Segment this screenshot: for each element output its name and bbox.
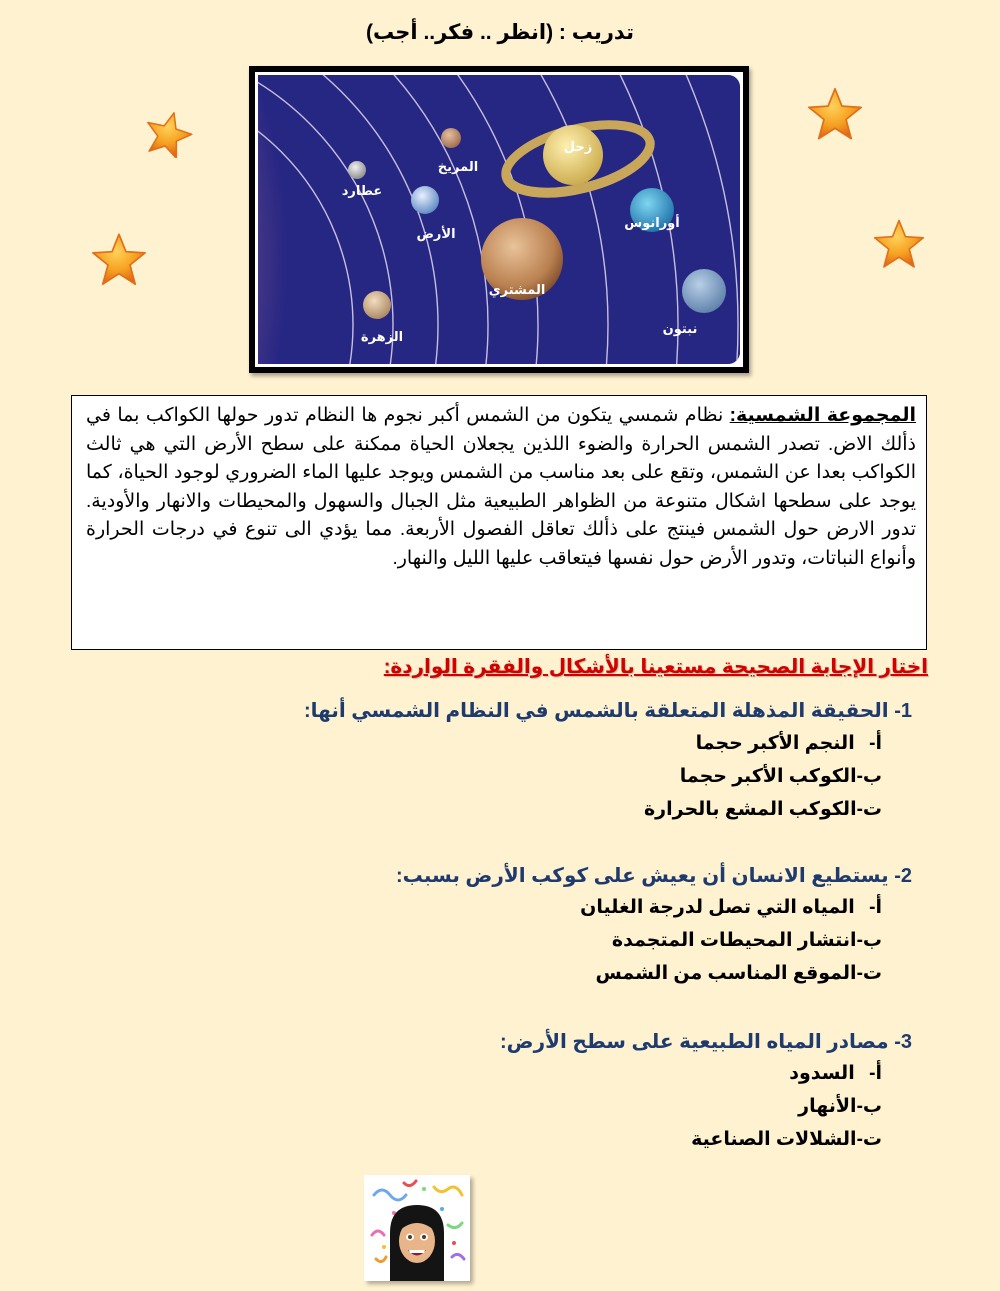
star-icon <box>806 86 864 142</box>
question-text: الحقيقة المذهلة المتعلقة بالشمس في النظام الشمسي أنها: <box>303 700 889 722</box>
info-text: نظام شمسي يتكون من الشمس أكبر نجوم ها النظام تدور حولها الكواكب بما في ذألك الاض. تصدر الشمس الحرارة والضوء اللذين يجعلان الحياة ممكنة على سطح الأرض التي هي ثالث الكواكب بعدا عن الشمس، وتقع على بعد مناسب من الشمس ويوجد عليها الماء الضروري لوجود الحياة، كما يوجد على سطحها اشكال متنوعة من الظواهر الطبيعية مثل الجبال والسهول والمحيطات والانهار والأودية. تدور الارض حول الشمس فينتج على ذألك تعاقل الفصول الأربعة. مما يؤدي الى تنوع في درجات الحرارة وأنواع النباتات، وتدور الأرض حول نفسها فيتعاقب عليها الليل والنهار. <box>86 405 917 569</box>
page-title: تدريب : (انظر .. فكر.. أجب) <box>366 21 634 44</box>
question-3 <box>500 1029 912 1054</box>
avatar-image <box>364 1175 470 1281</box>
option-a[interactable]: أ- السدود <box>789 1063 882 1084</box>
question-3-options <box>691 1057 882 1156</box>
label-saturn: زحل <box>563 140 593 155</box>
option-b[interactable]: ب-الكوكب الأكبر حجما <box>679 766 882 787</box>
option-b[interactable]: ب-الأنهار <box>798 1096 882 1117</box>
label-mars: المريخ <box>437 160 479 175</box>
info-term: المجموعة الشمسية: <box>729 405 916 426</box>
option-a[interactable]: أ- النجم الأكبر حجما <box>695 733 882 754</box>
solar-system-figure <box>249 66 749 373</box>
question-1-options <box>644 727 882 826</box>
star-icon <box>142 110 194 158</box>
option-c[interactable]: ت-الشلالات الصناعية <box>691 1129 882 1150</box>
question-text: يستطيع الانسان أن يعيش على كوكب الأرض بسبب: <box>396 865 889 887</box>
question-number: 1- <box>894 700 912 722</box>
question-1 <box>304 698 912 723</box>
label-neptune: نبتون <box>662 322 698 337</box>
avatar <box>364 1175 470 1281</box>
question-number: 2- <box>894 865 912 887</box>
question-2 <box>396 863 912 888</box>
instruction-heading: اختار الإجابة الصحيحة مستعينا بالأشكال والفقرة الواردة: <box>383 656 928 678</box>
question-number: 3- <box>894 1031 912 1053</box>
label-mercury: عطارد <box>341 184 383 199</box>
label-jupiter: المشتري <box>488 283 546 298</box>
label-venus: الزهرة <box>360 330 404 345</box>
option-b[interactable]: ب-انتشار المحيطات المتجمدة <box>611 930 882 951</box>
question-2-options <box>580 891 882 990</box>
option-a[interactable]: أ- المياه التي تصل لدرجة الغليان <box>580 897 882 918</box>
star-icon <box>872 218 926 270</box>
label-earth: الأرض <box>416 227 456 242</box>
option-c[interactable]: ت-الكوكب المشع بالحرارة <box>643 799 882 820</box>
solar-system-diagram <box>258 75 740 364</box>
info-paragraph-box <box>71 395 927 650</box>
question-text: مصادر المياه الطبيعية على سطح الأرض: <box>500 1031 889 1053</box>
star-icon <box>90 232 148 287</box>
label-uranus: أورانوس <box>624 216 680 231</box>
option-c[interactable]: ت-الموقع المناسب من الشمس <box>595 963 882 984</box>
